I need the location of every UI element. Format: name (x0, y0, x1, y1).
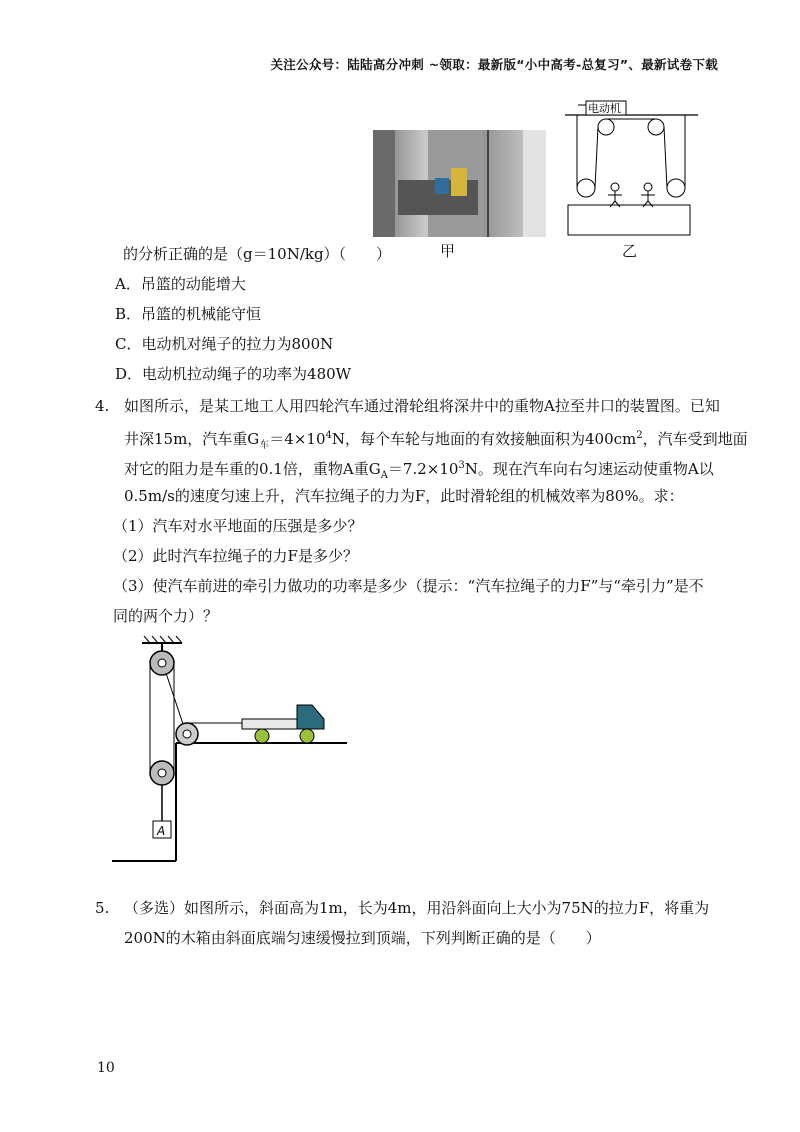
truck-bed (242, 719, 297, 729)
movable-pulley-axle (158, 769, 166, 777)
q4-pulley-figure (112, 633, 352, 868)
q3-option-d: D．电动机拉动绳子的功率为480W (115, 365, 352, 383)
top-pulley-right (648, 119, 664, 135)
figure-jia-caption: 甲 (440, 242, 456, 260)
q5-line2: 200N的木箱由斜面底端匀速缓慢拉到顶端，下列判断正确的是（ ） (124, 929, 601, 947)
page-number: 10 (97, 1060, 115, 1076)
weight-a-label: A (157, 824, 166, 838)
q4-sub1: （1）汽车对水平地面的压强是多少？ (113, 517, 363, 535)
truck-wheel (255, 729, 269, 743)
q3-stem-tail: 的分析正确的是（g＝10N/kg）（ ） (123, 245, 392, 263)
q4-sub3-cont: 同的两个力）？ (113, 607, 219, 625)
q4-number: 4. (95, 397, 110, 415)
person-head (611, 183, 619, 191)
q3-option-b: B．吊篮的机械能守恒 (115, 305, 262, 323)
q4-line3: 对它的阻力是车重的0.1倍，重物A重$G_A=7.2\times 10^3N$。现在汽车向右匀速运动使重物A以 (124, 460, 714, 481)
q5-number: 5. (95, 899, 110, 917)
page-header: 关注公众号：陆陆高分冲刺 ~领取：最新版“小中高考-总复习”、最新试卷下载 (270, 57, 718, 72)
q5-line1: （多选）如图所示，斜面高为1m，长为4m，用沿斜面向上大小为75N的拉力F，将重为 (124, 899, 710, 917)
gondola-photo-illustration (373, 130, 546, 237)
person-head (644, 183, 652, 191)
worker-2 (435, 178, 449, 194)
rope-segment (595, 127, 598, 188)
rope-segment (664, 127, 667, 188)
figure-yi-caption: 乙 (622, 242, 638, 260)
edge-pulley-axle (183, 730, 191, 738)
q4-sub2: （2）此时汽车拉绳子的力F是多少？ (113, 547, 358, 565)
q4-line4: 0.5m/s的速度匀速上升，汽车拉绳子的力为F，此时滑轮组的机械效率为80%。求： (124, 487, 684, 505)
truck-wheel (300, 729, 314, 743)
ceiling-hatch (144, 636, 182, 643)
worker (451, 168, 467, 196)
bottom-pulley-left (577, 179, 595, 197)
q4-line1: 如图所示，是某工地工人用四轮汽车通过滑轮组将深井中的重物A拉至井口的装置图。已知 (124, 397, 720, 415)
fixed-pulley-axle (158, 659, 166, 667)
bottom-pulley-right (667, 179, 685, 197)
q4-sub3: （3）使汽车前进的牵引力做功的功率是多少（提示：“汽车拉绳子的力F”与“牵引力”是不 (113, 577, 704, 595)
top-pulley-left (598, 119, 614, 135)
figure-yi-diagram (560, 95, 700, 245)
q3-option-a: A．吊篮的动能增大 (115, 275, 246, 293)
photo-edge-right (523, 130, 546, 237)
figure-jia-photo (373, 130, 546, 237)
q3-option-c: C．电动机对绳子的拉力为800N (115, 335, 334, 353)
photo-edge (373, 130, 395, 237)
motor-label: 电动机 (588, 102, 621, 115)
gondola-platform (568, 205, 690, 235)
truck-cab (297, 705, 324, 729)
q4-line2: 井深15m，汽车重$G_车=4\times 10^4N$，每个车轮与地面的有效接触面积为$400cm^2$，汽车受到地面 (124, 430, 748, 451)
